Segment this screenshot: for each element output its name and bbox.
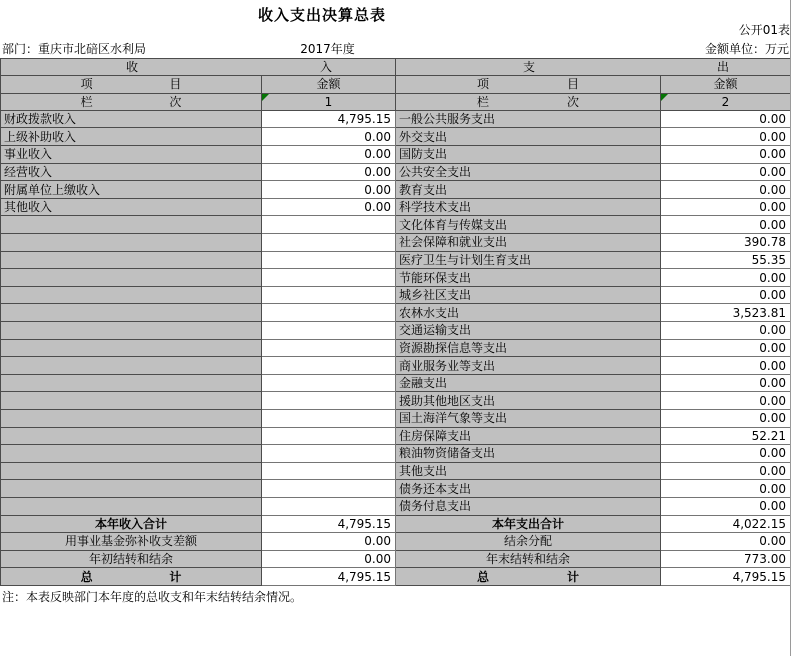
expense-column-number-text: 2 — [721, 94, 730, 109]
meta-row — [0, 38, 790, 58]
table-row — [1, 322, 791, 340]
column-label-char2: 次 — [169, 94, 182, 109]
table-row — [1, 374, 791, 392]
table-row — [1, 216, 791, 234]
grand-total-row — [1, 568, 791, 586]
expense-item-cell: 住房保障支出 — [396, 427, 661, 445]
table-row — [1, 181, 791, 199]
summary-section — [1, 515, 791, 585]
expense-section-char2: 出 — [716, 60, 729, 75]
table-row — [1, 392, 791, 410]
error-indicator-icon — [262, 94, 269, 101]
fund-adjust-row — [1, 533, 791, 551]
summary-table — [0, 58, 791, 586]
expense-amount-cell: 0.00 — [661, 198, 791, 216]
expense-amount-cell: 3,523.81 — [661, 304, 791, 322]
expense-item-cell: 金融支出 — [396, 374, 661, 392]
title-row — [0, 0, 644, 22]
expense-amount-cell: 0.00 — [661, 322, 791, 340]
income-item-cell — [1, 304, 262, 322]
expense-amount-cell: 0.00 — [661, 339, 791, 357]
income-item-cell — [1, 322, 262, 340]
income-column-number — [262, 93, 396, 110]
expense-amount-cell: 52.21 — [661, 427, 791, 445]
income-item-cell — [1, 409, 262, 427]
table-body — [1, 110, 791, 515]
table-row — [1, 251, 791, 269]
expense-item-cell: 其他支出 — [396, 462, 661, 480]
column-label-char2: 次 — [566, 94, 579, 109]
expense-grand-total-label — [396, 568, 661, 586]
income-item-cell — [1, 445, 262, 463]
table-row — [1, 146, 791, 164]
surplus-dist-value: 0.00 — [661, 533, 791, 551]
expense-item-cell: 一般公共服务支出 — [396, 110, 661, 128]
section-header-row — [1, 59, 791, 76]
expense-amount-cell: 0.00 — [661, 374, 791, 392]
expense-amount-cell: 0.00 — [661, 146, 791, 164]
income-amount-cell — [262, 409, 396, 427]
item-label-char1: 项 — [80, 77, 93, 92]
amount-unit: 金额单位：万元 — [704, 42, 789, 56]
expense-amount-cell: 0.00 — [661, 181, 791, 199]
income-item-header — [1, 76, 262, 93]
table-row — [1, 480, 791, 498]
expense-amount-cell: 0.00 — [661, 445, 791, 463]
expense-amount-cell: 0.00 — [661, 409, 791, 427]
column-label-char1: 栏 — [476, 94, 489, 109]
expense-total-value: 4,022.15 — [661, 515, 791, 533]
expense-item-cell: 债务还本支出 — [396, 480, 661, 498]
table-row — [1, 462, 791, 480]
surplus-dist-label: 结余分配 — [396, 533, 661, 551]
expense-item-cell: 交通运输支出 — [396, 322, 661, 340]
expense-total-label: 本年支出合计 — [396, 515, 661, 533]
table-row — [1, 497, 791, 515]
table-row — [1, 269, 791, 287]
income-item-cell: 其他收入 — [1, 198, 262, 216]
table-row — [1, 339, 791, 357]
begin-balance-label: 年初结转和结余 — [1, 550, 262, 568]
expense-amount-cell: 0.00 — [661, 497, 791, 515]
income-item-cell — [1, 462, 262, 480]
column-header-row — [1, 76, 791, 93]
department-name: 部门：重庆市北碚区水利局 — [2, 42, 147, 56]
income-item-cell — [1, 427, 262, 445]
table-row — [1, 163, 791, 181]
expense-item-cell: 社会保障和就业支出 — [396, 234, 661, 252]
expense-amount-cell: 0.00 — [661, 357, 791, 375]
expense-amount-cell: 0.00 — [661, 392, 791, 410]
expense-amount-cell: 390.78 — [661, 234, 791, 252]
column-number-row — [1, 93, 791, 110]
item-label-char2: 目 — [566, 77, 579, 92]
income-item-cell — [1, 480, 262, 498]
item-label-char2: 目 — [169, 77, 182, 92]
income-column-label — [1, 93, 262, 110]
income-amount-header: 金额 — [262, 76, 396, 93]
table-row — [1, 445, 791, 463]
income-column-number-text: 1 — [324, 94, 333, 109]
income-item-cell: 事业收入 — [1, 146, 262, 164]
expense-item-cell: 国土海洋气象等支出 — [396, 409, 661, 427]
fiscal-year: 2017年度 — [300, 42, 355, 56]
error-indicator-icon — [661, 94, 668, 101]
end-balance-value: 773.00 — [661, 550, 791, 568]
income-amount-cell — [262, 427, 396, 445]
expense-grand-total-value: 4,795.15 — [661, 568, 791, 586]
income-amount-cell — [262, 497, 396, 515]
income-amount-cell — [262, 269, 396, 287]
income-amount-cell — [262, 462, 396, 480]
income-amount-cell — [262, 357, 396, 375]
income-item-cell: 经营收入 — [1, 163, 262, 181]
expense-amount-cell: 0.00 — [661, 269, 791, 287]
income-item-cell — [1, 339, 262, 357]
income-total-label: 本年收入合计 — [1, 515, 262, 533]
end-balance-label: 年末结转和结余 — [396, 550, 661, 568]
expense-amount-cell: 0.00 — [661, 163, 791, 181]
expense-item-cell: 援助其他地区支出 — [396, 392, 661, 410]
expense-amount-cell: 0.00 — [661, 286, 791, 304]
income-item-cell: 上级补助收入 — [1, 128, 262, 146]
grand-total-char1: 总 — [476, 569, 489, 584]
income-item-cell — [1, 216, 262, 234]
income-amount-cell: 0.00 — [262, 128, 396, 146]
income-item-cell — [1, 497, 262, 515]
footnote: 注：本表反映部门本年度的总收支和年末结转结余情况。 — [2, 589, 303, 604]
income-item-cell — [1, 357, 262, 375]
income-amount-cell — [262, 392, 396, 410]
table-row — [1, 128, 791, 146]
item-label-char1: 项 — [476, 77, 489, 92]
income-amount-cell: 0.00 — [262, 181, 396, 199]
expense-column-label — [396, 93, 661, 110]
income-total-value: 4,795.15 — [262, 515, 396, 533]
expense-amount-cell: 0.00 — [661, 128, 791, 146]
expense-section-char1: 支 — [522, 60, 535, 75]
expense-item-cell: 债务付息支出 — [396, 497, 661, 515]
income-item-cell — [1, 234, 262, 252]
expense-column-number — [661, 93, 791, 110]
year-total-row — [1, 515, 791, 533]
expense-section-header — [396, 59, 791, 76]
table-row — [1, 409, 791, 427]
expense-item-cell: 农林水支出 — [396, 304, 661, 322]
income-section-char2: 入 — [320, 60, 333, 75]
expense-item-cell: 公共安全支出 — [396, 163, 661, 181]
expense-item-cell: 资源勘探信息等支出 — [396, 339, 661, 357]
expense-item-cell: 商业服务业等支出 — [396, 357, 661, 375]
fund-adjust-label: 用事业基金弥补收支差额 — [1, 533, 262, 551]
table-code: 公开01表 — [738, 23, 790, 37]
income-item-cell — [1, 286, 262, 304]
income-item-cell: 财政拨款收入 — [1, 110, 262, 128]
table-row — [1, 357, 791, 375]
table-row — [1, 198, 791, 216]
grand-total-char2: 计 — [169, 569, 182, 584]
income-section-char1: 收 — [126, 60, 139, 75]
income-amount-cell: 0.00 — [262, 146, 396, 164]
begin-balance-value: 0.00 — [262, 550, 396, 568]
income-amount-cell — [262, 216, 396, 234]
income-amount-cell — [262, 286, 396, 304]
expense-amount-cell: 0.00 — [661, 480, 791, 498]
income-item-cell — [1, 392, 262, 410]
expense-amount-cell: 0.00 — [661, 462, 791, 480]
income-amount-cell — [262, 480, 396, 498]
income-item-cell: 附属单位上缴收入 — [1, 181, 262, 199]
table-row — [1, 304, 791, 322]
income-amount-cell — [262, 445, 396, 463]
income-amount-cell — [262, 374, 396, 392]
income-grand-total-label — [1, 568, 262, 586]
expense-item-cell: 国防支出 — [396, 146, 661, 164]
income-amount-cell: 4,795.15 — [262, 110, 396, 128]
income-section-header — [1, 59, 396, 76]
income-amount-cell — [262, 339, 396, 357]
balance-row — [1, 550, 791, 568]
expense-amount-cell: 55.35 — [661, 251, 791, 269]
income-amount-cell — [262, 234, 396, 252]
income-amount-cell: 0.00 — [262, 198, 396, 216]
expense-item-header — [396, 76, 661, 93]
income-amount-cell — [262, 322, 396, 340]
expense-item-cell: 粮油物资储备支出 — [396, 445, 661, 463]
table-row — [1, 286, 791, 304]
income-item-cell — [1, 251, 262, 269]
expense-item-cell: 教育支出 — [396, 181, 661, 199]
expense-item-cell: 外交支出 — [396, 128, 661, 146]
expense-item-cell: 节能环保支出 — [396, 269, 661, 287]
expense-item-cell: 科学技术支出 — [396, 198, 661, 216]
page-title: 收入支出决算总表 — [257, 6, 386, 24]
expense-amount-cell: 0.00 — [661, 110, 791, 128]
fund-adjust-value: 0.00 — [262, 533, 396, 551]
expense-amount-header: 金额 — [661, 76, 791, 93]
column-label-char1: 栏 — [80, 94, 93, 109]
income-item-cell — [1, 269, 262, 287]
income-amount-cell — [262, 251, 396, 269]
income-grand-total-value: 4,795.15 — [262, 568, 396, 586]
income-item-cell — [1, 374, 262, 392]
expense-item-cell: 医疗卫生与计划生育支出 — [396, 251, 661, 269]
income-amount-cell: 0.00 — [262, 163, 396, 181]
expense-item-cell: 城乡社区支出 — [396, 286, 661, 304]
table-row — [1, 427, 791, 445]
expense-item-cell: 文化体育与传媒支出 — [396, 216, 661, 234]
income-amount-cell — [262, 304, 396, 322]
grand-total-char2: 计 — [566, 569, 579, 584]
grand-total-char1: 总 — [80, 569, 93, 584]
table-row — [1, 234, 791, 252]
table-row — [1, 110, 791, 128]
expense-amount-cell: 0.00 — [661, 216, 791, 234]
